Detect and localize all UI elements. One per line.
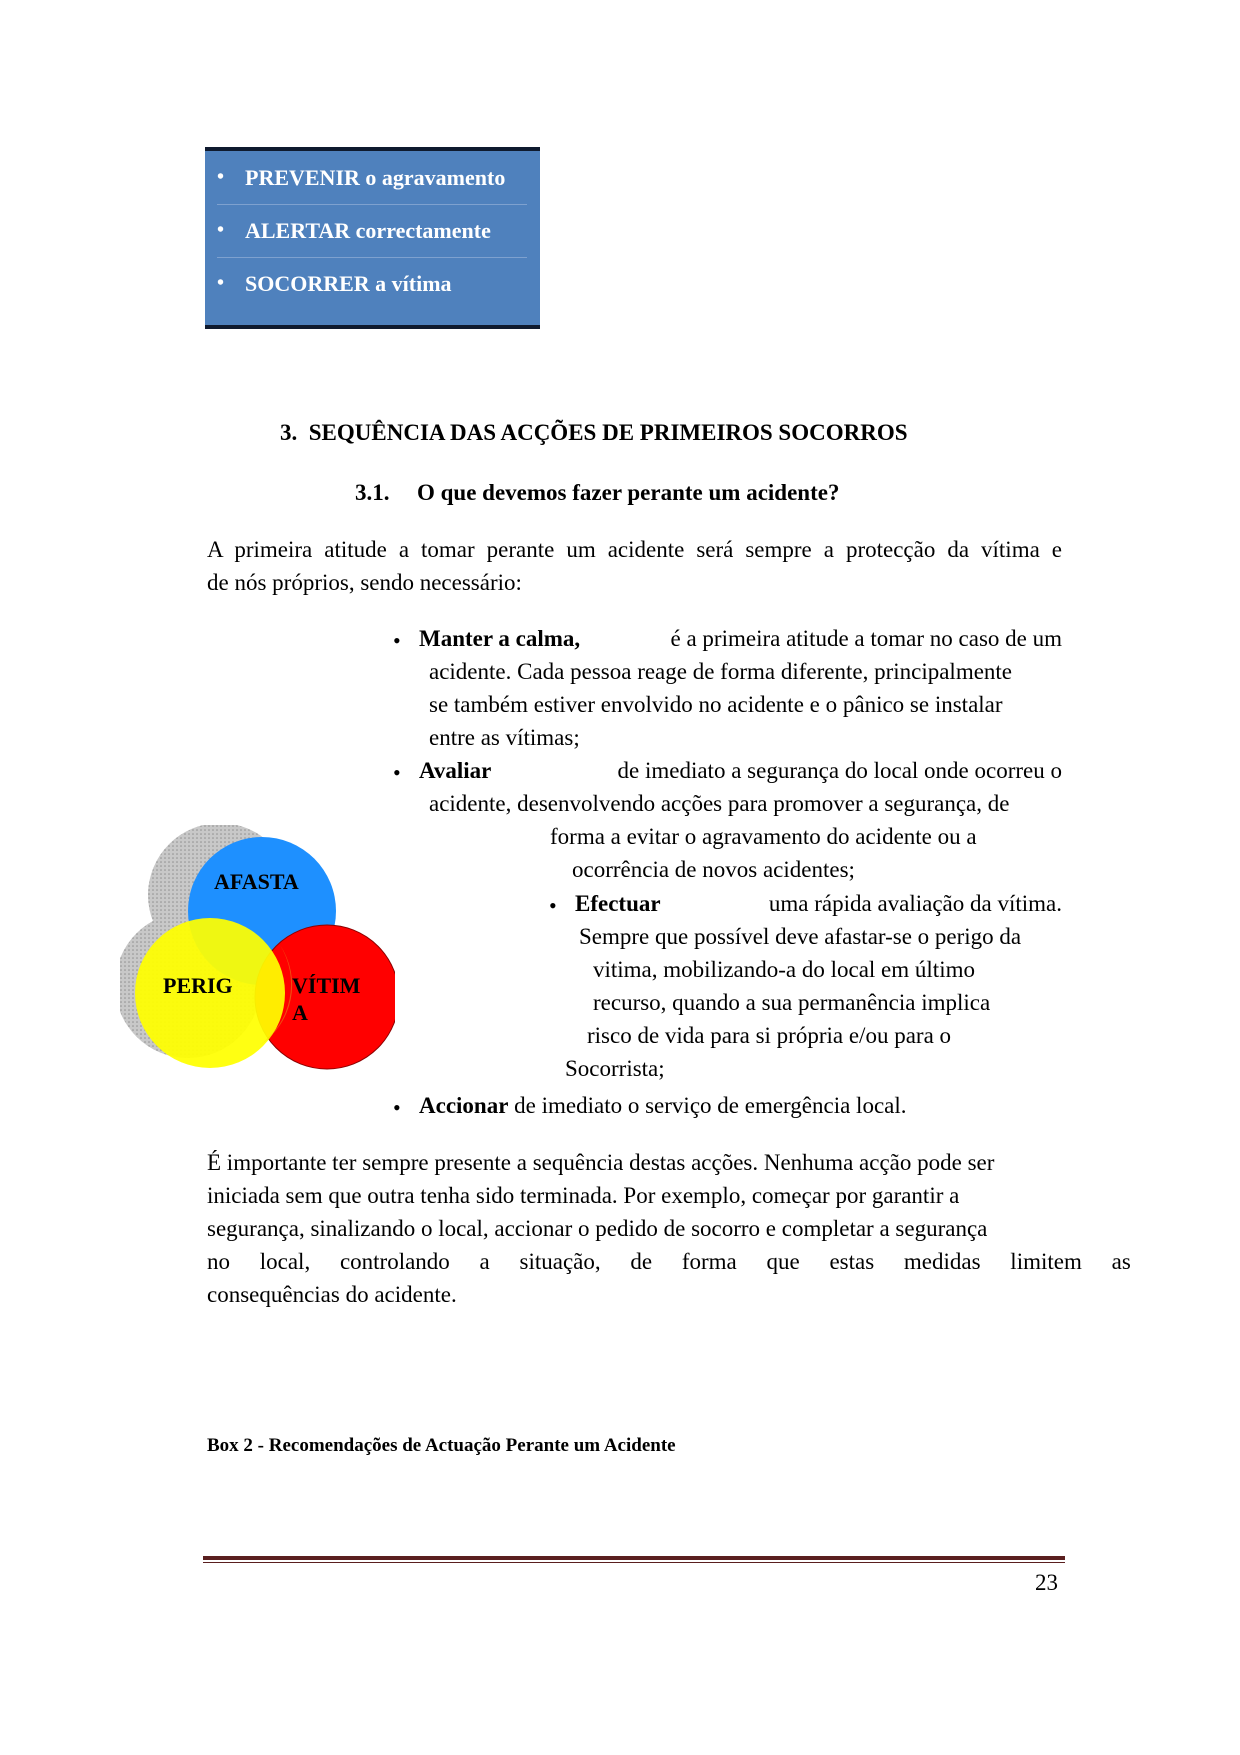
page-number: 23 (1035, 1570, 1058, 1595)
text-line: acidente, desenvolvendo acções para promover a segurança, de (429, 791, 1010, 816)
text-line: recurso, quando a sua permanência implica (593, 990, 991, 1015)
closing-line: segurança, sinalizando o local, accionar o pedido de socorro e completar a segurança (207, 1216, 988, 1241)
footer-rule-thin (203, 1562, 1065, 1563)
action-item-label: ALERTAR correctamente (245, 217, 491, 243)
bullet-icon: • (217, 272, 225, 294)
text-line: Socorrista; (565, 1056, 665, 1081)
text-line: Sempre que possível deve afastar-se o perigo da (579, 924, 1022, 949)
footer-rule (203, 1556, 1065, 1560)
bullet-icon: • (393, 760, 401, 785)
closing-line: iniciada sem que outra tenha sido terminada. Por exemplo, começar por garantir a (207, 1183, 960, 1208)
bullet-icon: • (217, 219, 225, 241)
section-number: 3. (280, 420, 298, 445)
text-line: se também estiver envolvido no acidente e o pânico se instalar (429, 692, 1003, 717)
bullet-manter-calma: Manter a calma, é a primeira atitude a tomar no caso de um (419, 626, 1062, 651)
venn-diagram (120, 825, 395, 1070)
subsection-title: O que devemos fazer perante um acidente? (417, 480, 840, 505)
action-box (205, 147, 540, 329)
bullet-efectuar: Efectuar uma rápida avaliação da vítima. (575, 891, 1062, 916)
bullet-avaliar: Avaliar de imediato a segurança do local onde ocorreu o (419, 758, 1062, 783)
venn-label-afasta: AFASTA (214, 869, 299, 894)
bullet-icon: • (549, 893, 557, 918)
section-heading (280, 420, 908, 446)
section-title: SEQUÊNCIA DAS ACÇÕES DE PRIMEIROS SOCORROS (308, 420, 908, 445)
bullet-accionar: Accionar de imediato o serviço de emergência local. (419, 1093, 907, 1118)
action-item-socorrer (217, 257, 527, 310)
closing-line: consequências do acidente. (207, 1282, 457, 1307)
bullet-icon: • (217, 166, 225, 188)
action-item-label: PREVENIR o agravamento (245, 164, 506, 190)
closing-line: É importante ter sempre presente a sequência destas acções. Nenhuma acção pode ser (207, 1150, 995, 1175)
text-line: ocorrência de novos acidentes; (572, 857, 855, 882)
text-line: risco de vida para si própria e/ou para o (587, 1023, 952, 1048)
subsection-heading (355, 480, 839, 506)
text-line: forma a evitar o agravamento do acidente ou a (550, 824, 977, 849)
intro-line: A primeira atitude a tomar perante um acidente será sempre a protecção da vítima e (207, 537, 1062, 562)
action-item-alertar (217, 204, 527, 258)
closing-line: no local, controlando a situação, de forma que estas medidas limitem as (207, 1249, 1131, 1274)
text-line: vitima, mobilizando-a do local em último (593, 957, 975, 982)
box-caption: Box 2 - Recomendações de Actuação Perante um Acidente (207, 1435, 676, 1456)
text-line: acidente. Cada pessoa reage de forma diferente, principalmente (429, 659, 1013, 684)
action-item-prevenir (217, 151, 527, 205)
subsection-number: 3.1. (355, 480, 390, 505)
text-line: entre as vítimas; (429, 725, 580, 750)
action-item-label: SOCORRER a vítima (245, 270, 452, 296)
bullet-icon: • (393, 628, 401, 653)
venn-label-perigo: PERIG (163, 973, 233, 998)
venn-label-vitima-wrap: A (292, 1000, 308, 1025)
bullet-icon: • (393, 1095, 401, 1120)
intro-line: de nós próprios, sendo necessário: (207, 570, 522, 595)
venn-label-vitima: VÍTIM (292, 973, 361, 998)
